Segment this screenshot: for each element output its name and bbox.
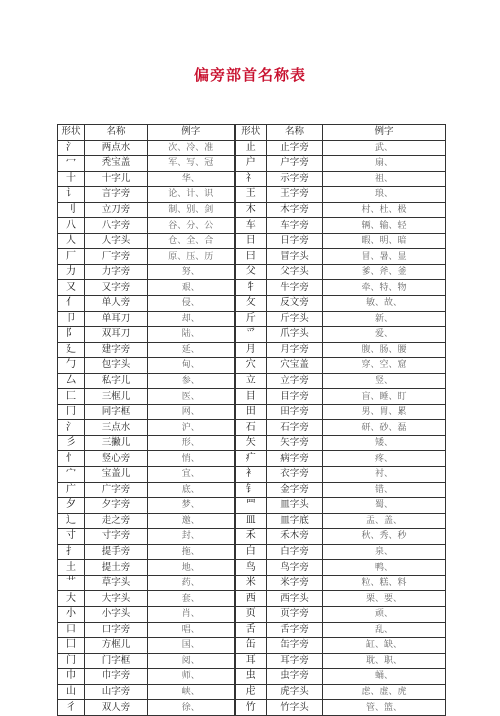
radical-form-right: 日 (235, 233, 267, 249)
header-example-right: 例字 (323, 125, 446, 141)
radical-form-left: 扌 (58, 544, 85, 560)
radical-example-left: 底、 (148, 482, 235, 498)
radical-form-left: 卩 (58, 311, 85, 327)
radical-form-left: 彳 (58, 700, 85, 716)
radical-example-right: 蛹、 (323, 669, 446, 685)
table-row (58, 373, 446, 389)
radical-form-left: 氵 (58, 140, 85, 156)
radical-form-right: 礻 (235, 171, 267, 187)
radical-name-right: 竹字头 (267, 700, 323, 716)
radical-example-right: 顽、 (323, 606, 446, 622)
radical-form-left: 人 (58, 233, 85, 249)
radical-example-left: 陆、 (148, 327, 235, 343)
radical-form-left: 大 (58, 591, 85, 607)
table-row (58, 482, 446, 498)
radical-form-right: 米 (235, 575, 267, 591)
table-row (58, 529, 446, 545)
radical-example-right: 粒、糕、料 (323, 575, 446, 591)
radical-example-left: 套、 (148, 591, 235, 607)
table-row (58, 404, 446, 420)
radical-name-right: 户字旁 (267, 156, 323, 172)
radical-name-left: 大字头 (85, 591, 148, 607)
radical-name-left: 提手旁 (85, 544, 148, 560)
radical-name-left: 草字头 (85, 575, 148, 591)
radical-example-left: 峡、 (148, 684, 235, 700)
radical-name-left: 三点水 (85, 420, 148, 436)
radical-name-right: 立字旁 (267, 373, 323, 389)
radical-name-left: 巾字旁 (85, 669, 148, 685)
radical-name-right: 虫字旁 (267, 669, 323, 685)
radical-form-right: 矢 (235, 435, 267, 451)
radical-form-left: 讠 (58, 187, 85, 203)
radical-name-right: 冒字头 (267, 249, 323, 265)
radical-name-left: 宝盖儿 (85, 467, 148, 483)
radical-name-right: 穴宝盖 (267, 358, 323, 374)
header-name-left: 名称 (85, 125, 148, 141)
radical-name-left: 厂字旁 (85, 249, 148, 265)
radical-form-left: 囗 (58, 638, 85, 654)
header-name-right: 名称 (267, 125, 323, 141)
radical-name-right: 缶字旁 (267, 638, 323, 654)
radical-example-left: 医、 (148, 389, 235, 405)
radical-example-right: 管、篮、 (323, 700, 446, 716)
radical-name-right: 父字头 (267, 264, 323, 280)
radical-name-left: 提土旁 (85, 560, 148, 576)
table-row (58, 264, 446, 280)
radical-example-right: 盲、睡、盯 (323, 389, 446, 405)
radical-name-left: 口字旁 (85, 622, 148, 638)
table-body (58, 140, 446, 715)
table-row (58, 140, 446, 156)
radical-example-right: 秋、秀、秒 (323, 529, 446, 545)
radical-example-left: 仓、全、合 (148, 233, 235, 249)
radical-name-right: 牛字旁 (267, 280, 323, 296)
radical-form-right: 禾 (235, 529, 267, 545)
radical-form-left: 巾 (58, 669, 85, 685)
table-row (58, 435, 446, 451)
radical-example-left: 参、 (148, 373, 235, 389)
radical-name-right: 耳字旁 (267, 653, 323, 669)
radical-name-right: 斤字头 (267, 311, 323, 327)
radical-form-right: 鸟 (235, 560, 267, 576)
radical-name-left: 竖心旁 (85, 451, 148, 467)
radical-form-left: 寸 (58, 529, 85, 545)
table-row (58, 171, 446, 187)
table-row (58, 187, 446, 203)
radical-form-left: 小 (58, 606, 85, 622)
table-row (58, 202, 446, 218)
radical-name-left: 八字旁 (85, 218, 148, 234)
table-header-row (58, 125, 446, 141)
radical-form-right: 父 (235, 264, 267, 280)
radical-example-left: 邀、 (148, 513, 235, 529)
radical-form-right: 石 (235, 420, 267, 436)
radical-form-left: 刂 (58, 202, 85, 218)
radical-form-left: 又 (58, 280, 85, 296)
radical-form-left: 宀 (58, 467, 85, 483)
radical-name-left: 人字头 (85, 233, 148, 249)
radical-example-right: 衬、 (323, 467, 446, 483)
table-row (58, 296, 446, 312)
radical-name-right: 皿字头 (267, 498, 323, 514)
radical-form-right: 疒 (235, 451, 267, 467)
radical-name-left: 立刀旁 (85, 202, 148, 218)
radical-form-right: 穴 (235, 358, 267, 374)
radical-name-left: 单耳刀 (85, 311, 148, 327)
radical-name-left: 秃宝盖 (85, 156, 148, 172)
radical-name-left: 建字旁 (85, 342, 148, 358)
radical-example-left: 形、 (148, 435, 235, 451)
radical-form-right: 衤 (235, 467, 267, 483)
table-row (58, 451, 446, 467)
radical-example-right: 爹、斧、釜 (323, 264, 446, 280)
radical-name-left: 单人旁 (85, 296, 148, 312)
radical-form-left: 十 (58, 171, 85, 187)
radical-form-right: 缶 (235, 638, 267, 654)
radical-form-left: 阝 (58, 327, 85, 343)
radical-example-left: 侵、 (148, 296, 235, 312)
radical-name-right: 日字旁 (267, 233, 323, 249)
radical-example-left: 阅、 (148, 653, 235, 669)
radical-form-right: 户 (235, 156, 267, 172)
radical-example-right: 牵、特、物 (323, 280, 446, 296)
radical-name-right: 白字旁 (267, 544, 323, 560)
radical-name-right: 衣字旁 (267, 467, 323, 483)
radical-form-right: 木 (235, 202, 267, 218)
radical-form-right: 田 (235, 404, 267, 420)
radical-name-right: 目字旁 (267, 389, 323, 405)
radical-form-right: 月 (235, 342, 267, 358)
radical-example-right: 鸭、 (323, 560, 446, 576)
radical-table (57, 124, 446, 716)
radical-form-right: 目 (235, 389, 267, 405)
table-row (58, 389, 446, 405)
radical-name-right: 木字旁 (267, 202, 323, 218)
table-row (58, 467, 446, 483)
radical-name-left: 三撇儿 (85, 435, 148, 451)
table-row (58, 591, 446, 607)
radical-example-right: 武、 (323, 140, 446, 156)
radical-form-right: 车 (235, 218, 267, 234)
radical-form-left: 辶 (58, 513, 85, 529)
radical-example-left: 次、冷、准 (148, 140, 235, 156)
radical-form-left: 厶 (58, 373, 85, 389)
radical-example-left: 延、 (148, 342, 235, 358)
radical-example-left: 拖、 (148, 544, 235, 560)
table-row (58, 327, 446, 343)
radical-form-left: 厂 (58, 249, 85, 265)
table-row (58, 156, 446, 172)
radical-example-left: 宜、 (148, 467, 235, 483)
radical-name-right: 矢字旁 (267, 435, 323, 451)
radical-name-right: 月字旁 (267, 342, 323, 358)
radical-example-left: 梦、 (148, 498, 235, 514)
radical-form-left: 山 (58, 684, 85, 700)
radical-name-left: 方框儿 (85, 638, 148, 654)
radical-form-right: 曰 (235, 249, 267, 265)
radical-name-right: 禾木旁 (267, 529, 323, 545)
table-row (58, 233, 446, 249)
radical-name-right: 反文旁 (267, 296, 323, 312)
radical-form-left: 八 (58, 218, 85, 234)
radical-example-right: 扇、 (323, 156, 446, 172)
radical-example-right: 乱、 (323, 622, 446, 638)
radical-form-right: 钅 (235, 482, 267, 498)
radical-name-right: 病字旁 (267, 451, 323, 467)
radical-name-right: 王字旁 (267, 187, 323, 203)
radical-form-right: 虫 (235, 669, 267, 685)
radical-form-left: 亻 (58, 296, 85, 312)
table-row (58, 544, 446, 560)
radical-example-left: 原、压、历 (148, 249, 235, 265)
radical-name-left: 山字旁 (85, 684, 148, 700)
radical-name-right: 页字旁 (267, 606, 323, 622)
radical-form-left: 力 (58, 264, 85, 280)
table-row (58, 358, 446, 374)
radical-name-left: 小字头 (85, 606, 148, 622)
radical-example-right: 竖、 (323, 373, 446, 389)
radical-form-right: 舌 (235, 622, 267, 638)
radical-example-left: 论、计、识 (148, 187, 235, 203)
table-row (58, 498, 446, 514)
radical-form-left: 艹 (58, 575, 85, 591)
radical-example-right: 耽、职、 (323, 653, 446, 669)
radical-name-right: 米字旁 (267, 575, 323, 591)
radical-example-left: 封、 (148, 529, 235, 545)
radical-example-right: 缸、缺、 (323, 638, 446, 654)
radical-name-left: 私字儿 (85, 373, 148, 389)
radical-example-right: 错、 (323, 482, 446, 498)
radical-name-left: 同字框 (85, 404, 148, 420)
radical-name-right: 止字旁 (267, 140, 323, 156)
radical-name-left: 包字头 (85, 358, 148, 374)
radical-name-right: 爪字头 (267, 327, 323, 343)
radical-example-right: 琅、 (323, 187, 446, 203)
radical-form-left: 匚 (58, 389, 85, 405)
radical-example-right: 冒、暑、显 (323, 249, 446, 265)
radical-example-left: 肖、 (148, 606, 235, 622)
table-row (58, 513, 446, 529)
radical-form-right: 页 (235, 606, 267, 622)
radical-example-left: 地、 (148, 560, 235, 576)
radical-form-left: 土 (58, 560, 85, 576)
radical-name-right: 鸟字旁 (267, 560, 323, 576)
radical-example-right: 敏、故、 (323, 296, 446, 312)
radical-example-right: 新、 (323, 311, 446, 327)
table-row (58, 684, 446, 700)
table-row (58, 669, 446, 685)
radical-form-left: 门 (58, 653, 85, 669)
radical-name-right: 西字头 (267, 591, 323, 607)
radical-name-right: 虎字头 (267, 684, 323, 700)
radical-example-right: 村、杜、极 (323, 202, 446, 218)
radical-name-left: 寸字旁 (85, 529, 148, 545)
radical-example-right: 辆、输、轻 (323, 218, 446, 234)
radical-form-left: 口 (58, 622, 85, 638)
radical-form-right: 爫 (235, 327, 267, 343)
radical-example-left: 华、 (148, 171, 235, 187)
table-row (58, 560, 446, 576)
radical-name-right: 示字旁 (267, 171, 323, 187)
radical-example-left: 军、写、冠 (148, 156, 235, 172)
radical-form-left: 夕 (58, 498, 85, 514)
radical-name-left: 双人旁 (85, 700, 148, 716)
table-row (58, 420, 446, 436)
page-title: 偏旁部首名称表 (193, 66, 306, 84)
radical-example-left: 甸、 (148, 358, 235, 374)
radical-form-right: 王 (235, 187, 267, 203)
radical-name-left: 言字旁 (85, 187, 148, 203)
radical-example-right: 男、胃、累 (323, 404, 446, 420)
radical-example-left: 沪、 (148, 420, 235, 436)
radical-name-left: 走之旁 (85, 513, 148, 529)
table-row (58, 280, 446, 296)
radical-form-right: 皿 (235, 513, 267, 529)
radical-name-right: 车字旁 (267, 218, 323, 234)
radical-name-left: 门字框 (85, 653, 148, 669)
radical-name-left: 广字旁 (85, 482, 148, 498)
radical-name-left: 力字旁 (85, 264, 148, 280)
radical-form-right: 罒 (235, 498, 267, 514)
radical-name-right: 田字旁 (267, 404, 323, 420)
radical-example-left: 网、 (148, 404, 235, 420)
radical-example-right: 虑、虚、虎 (323, 684, 446, 700)
radical-form-left: 冖 (58, 156, 85, 172)
radical-example-left: 努、 (148, 264, 235, 280)
radical-form-left: 勹 (58, 358, 85, 374)
header-form-left: 形状 (58, 125, 85, 141)
radical-name-right: 金字旁 (267, 482, 323, 498)
radical-form-left: 忄 (58, 451, 85, 467)
radical-example-right: 腹、肠、腰 (323, 342, 446, 358)
radical-example-right: 盂、盖、 (323, 513, 446, 529)
radical-form-left: 廴 (58, 342, 85, 358)
radical-example-left: 谷、分、公 (148, 218, 235, 234)
table-row (58, 653, 446, 669)
radical-example-right: 疼、 (323, 451, 446, 467)
radical-example-left: 艰、 (148, 280, 235, 296)
radical-example-left: 唱、 (148, 622, 235, 638)
radical-name-left: 又字旁 (85, 280, 148, 296)
radical-form-right: 攵 (235, 296, 267, 312)
radical-example-right: 泉、 (323, 544, 446, 560)
radical-form-left: 冂 (58, 404, 85, 420)
radical-form-right: 虍 (235, 684, 267, 700)
radical-form-right: 牜 (235, 280, 267, 296)
radical-example-left: 徐、 (148, 700, 235, 716)
table-row (58, 218, 446, 234)
radical-name-right: 舌字旁 (267, 622, 323, 638)
radical-name-left: 双耳刀 (85, 327, 148, 343)
radical-name-left: 三框儿 (85, 389, 148, 405)
radical-example-right: 爱、 (323, 327, 446, 343)
radical-example-left: 师、 (148, 669, 235, 685)
radical-example-left: 却、 (148, 311, 235, 327)
radical-example-left: 悄、 (148, 451, 235, 467)
radical-name-right: 石字旁 (267, 420, 323, 436)
radical-example-right: 祖、 (323, 171, 446, 187)
radical-name-left: 十字儿 (85, 171, 148, 187)
radical-example-right: 研、砂、磊 (323, 420, 446, 436)
radical-name-left: 两点水 (85, 140, 148, 156)
radical-form-right: 立 (235, 373, 267, 389)
header-example-left: 例字 (148, 125, 235, 141)
table-row (58, 606, 446, 622)
radical-form-right: 斤 (235, 311, 267, 327)
radical-example-right: 暇、明、暗 (323, 233, 446, 249)
radical-example-right: 栗、要、 (323, 591, 446, 607)
radical-form-right: 竹 (235, 700, 267, 716)
table-row (58, 575, 446, 591)
header-form-right: 形状 (235, 125, 267, 141)
radical-example-right: 矮、 (323, 435, 446, 451)
radical-form-left: 广 (58, 482, 85, 498)
radical-example-left: 制、别、剑 (148, 202, 235, 218)
radical-example-left: 国、 (148, 638, 235, 654)
radical-form-right: 西 (235, 591, 267, 607)
table-row (58, 342, 446, 358)
table-row (58, 249, 446, 265)
radical-form-right: 止 (235, 140, 267, 156)
radical-name-left: 夕字旁 (85, 498, 148, 514)
table-row (58, 311, 446, 327)
radical-example-right: 穿、空、窟 (323, 358, 446, 374)
radical-example-right: 蜀、 (323, 498, 446, 514)
radical-name-right: 皿字底 (267, 513, 323, 529)
radical-form-right: 耳 (235, 653, 267, 669)
radical-example-left: 药、 (148, 575, 235, 591)
table-row (58, 622, 446, 638)
radical-form-right: 白 (235, 544, 267, 560)
radical-form-left: 氵 (58, 420, 85, 436)
table-row (58, 638, 446, 654)
radical-form-left: 彡 (58, 435, 85, 451)
